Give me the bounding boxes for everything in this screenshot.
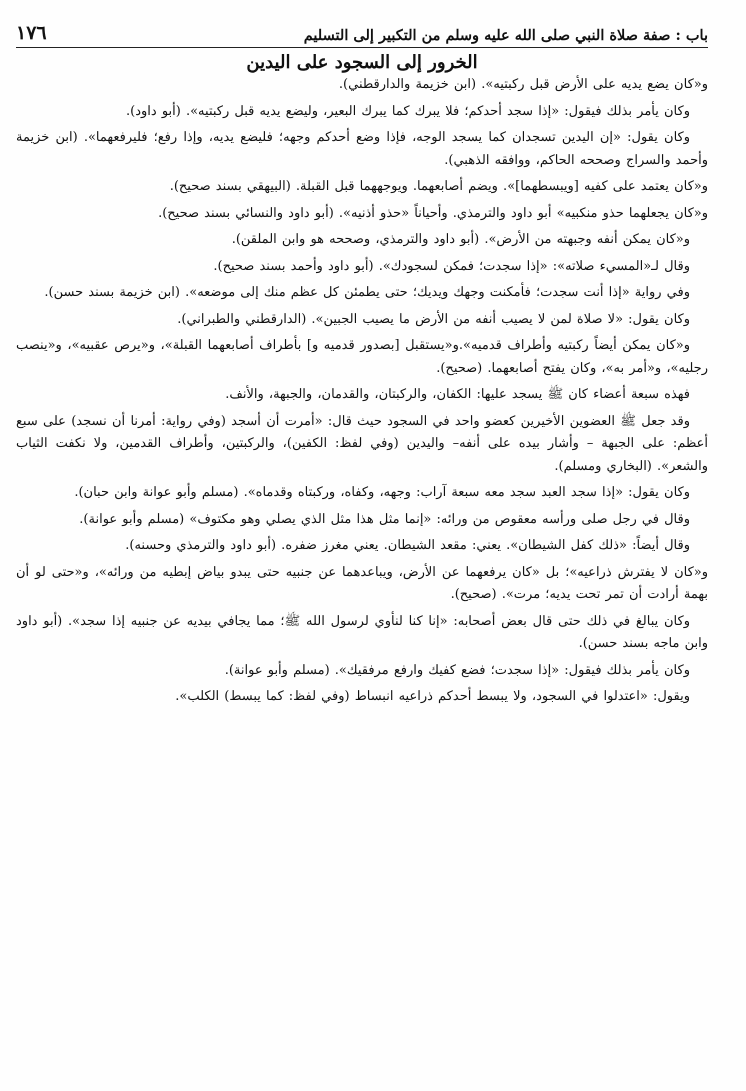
paragraph: و«كان يعتمد على كفيه [ويبسطهما]». ويضم أصابعهما. ويوجههما قبل القبلة. (البيهقي بسند صحيح). bbox=[169, 179, 708, 194]
paragraph: وكان يقول: «إن اليدين تسجدان كما يسجد الوجه، فإذا وضع أحدكم وجهه؛ فليضع يديه، وإذا رفع؛ فليرفعهما». (ابن خزيمة وأحمد والسراج وصححه الحاكم، ووافقه الذهبي). bbox=[16, 130, 708, 168]
page-header bbox=[16, 22, 708, 48]
paragraph: و«كان يضع يديه على الأرض قبل ركبتيه». (ابن خزيمة والدارقطني). bbox=[338, 77, 708, 92]
paragraph: و«كان يمكن أنفه وجبهته من الأرض». (أبو داود والترمذي، وصححه هو وابن الملقن). bbox=[231, 232, 690, 247]
paragraph: و«كان يجعلهما حذو منكبيه» أبو داود والترمذي. وأحياناً «حذو أذنيه». (أبو داود والنسائي بسند صحيح). bbox=[158, 205, 708, 221]
page-number: ١٧٦ bbox=[16, 22, 47, 44]
paragraph: وقد جعل ﷺ العضوين الأخيرين كعضو واحد في السجود حيث قال: «أمرت أن أسجد (وفي رواية: أمرنا أن نسجد) على سبع أعظم: على الجبهة – وأشار بيده على أنفه– واليدين (وفي لفظ: الكفين)، والركبتين، وأطراف القدمين، ولا نكفت الثياب والشعر». (البخاري ومسلم). bbox=[16, 413, 708, 474]
paragraph: ويقول: «اعتدلوا في السجود، ولا يبسط أحدكم ذراعيه انبساط (وفي لفظ: كما يبسط) الكلب». bbox=[175, 689, 690, 704]
paragraph: وقال لـ«المسيء صلاته»: «إذا سجدت؛ فمكن لسجودك». (أبو داود وأحمد بسند صحيح). bbox=[213, 258, 690, 274]
paragraph: و«كان لا يفترش ذراعيه»؛ بل «كان يرفعهما عن الأرض، ويباعدهما عن جنبيه حتى يبدو بياض إبطيه من ورائه»، و«حتى لو أن بهمة أرادت أن تمر تحت يديه؛ مرت». (صحيح). bbox=[16, 564, 708, 602]
paragraph: وكان يبالغ في ذلك حتى قال بعض أصحابه: «إنا كنا لنأوي لرسول الله ﷺ؛ مما يجافي بيديه عن جنبيه إذا سجد». (أبو داود وابن ماجه بسند حسن). bbox=[16, 613, 708, 651]
paragraph: فهذه سبعة أعضاء كان ﷺ يسجد عليها: الكفان، والركبتان، والقدمان، والجبهة، والأنف. bbox=[225, 387, 690, 402]
document-body bbox=[16, 74, 708, 709]
chapter-title: باب : صفة صلاة النبي صلى الله عليه وسلم من التكبير إلى التسليم bbox=[303, 27, 708, 44]
paragraph: وكان يقول: «لا صلاة لمن لا يصيب أنفه من الأرض ما يصيب الجبين». (الدارقطني والطبراني). bbox=[177, 311, 690, 327]
paragraph: وكان يأمر بذلك فيقول: «إذا سجدت؛ فضع كفيك وارفع مرفقيك». (مسلم وأبو عوانة). bbox=[224, 662, 690, 678]
paragraph: و«كان يمكن أيضاً ركبتيه وأطراف قدميه».و«يستقبل [بصدور قدميه و] بأطراف أصابعهما القبلة»، و«يرص عقبيه»، و«ينصب رجليه»، و«أمر به»، وكان يفتح أصابعهما. (صحيح). bbox=[16, 338, 708, 376]
section-title: الخرور إلى السجود على اليدين bbox=[246, 52, 478, 73]
paragraph: وقال أيضاً: «ذلك كفل الشيطان». يعني: مقعد الشيطان. يعني مغرز ضفره. (أبو داود والترمذي وحسنه). bbox=[125, 538, 690, 553]
paragraph: وقال في رجل صلى ورأسه معقوص من ورائه: «إنما مثل هذا مثل الذي يصلي وهو مكتوف» (مسلم وأبو عوانة). bbox=[79, 511, 690, 527]
paragraph: وكان يأمر بذلك فيقول: «إذا سجد أحدكم؛ فلا يبرك كما يبرك البعير، وليضع يديه قبل ركبتيه». (أبو داود). bbox=[126, 103, 690, 119]
paragraph: وكان يقول: «إذا سجد العبد سجد معه سبعة آراب: وجهه، وكفاه، وركبتاه وقدماه». (مسلم وأبو عوانة وابن حبان). bbox=[74, 485, 690, 500]
paragraph: وفي رواية «إذا أنت سجدت؛ فأمكنت وجهك ويديك؛ حتى يطمئن كل عظم منك إلى موضعه». (ابن خزيمة بسند حسن). bbox=[44, 285, 690, 300]
